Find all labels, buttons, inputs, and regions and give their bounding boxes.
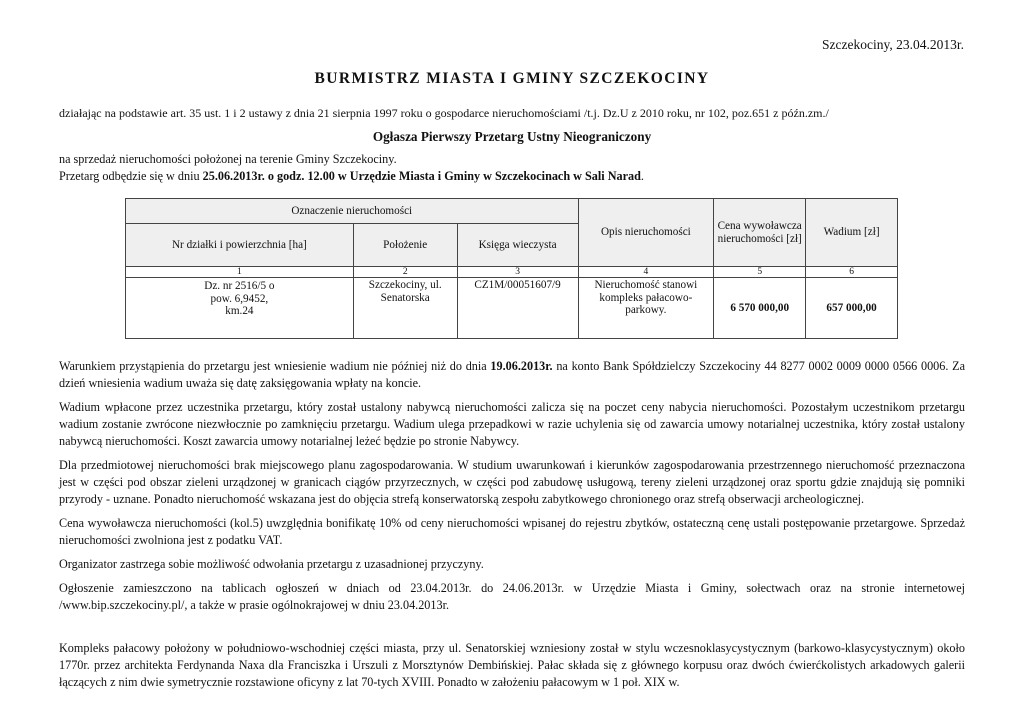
intro-line-2-prefix: Przetarg odbędzie się w dniu [59, 169, 203, 183]
table-header-row-1 [126, 199, 898, 224]
intro [59, 151, 969, 185]
paragraph-deposit-condition [59, 358, 965, 392]
paragraph-price: Cena wywoławcza nieruchomości (kol.5) uwzględnia bonifikatę 10% od ceny nieruchomości wpisanej do rejestru zbytków, ostateczną cenę ustali postępowanie przetargowe. Sprzedaż nieruchomości zwolniona jest z podatku VAT. [59, 516, 965, 547]
cell-deposit: 657 000,00 [806, 278, 898, 339]
header-price: Cena wywoławcza nieruchomości [zł] [714, 199, 806, 267]
deposit-deadline: 19.06.2013r. [490, 359, 553, 373]
paragraph-zoning: Dla przedmiotowej nieruchomości brak miejscowego planu zagospodarowania. W studium uwarunkowań i kierunków zagospodarowania przestrzennego nieruchomość przeznaczona jest w części pod obszar zieleni urządzonej w granicach ciągów przyrzecznych, w części pod zabudowę usługową, tereny zieleni urządzonej oraz sportu gdzie znajdują się pomniki przyrody - uznane. Ponadto nieruchomość wskazana jest do objęcia strefą konserwatorską zespołu zabytkowego chronionego oraz strefą obserwacji archeologicznej. [59, 458, 965, 506]
p1-suffix: na konto Bank Spółdzielczy Szczekociny 44 8277 0002 0009 0000 0566 0006. Za dzień wniesienia wadium uważa się datę zaksięgowania wpłaty na koncie. [59, 359, 965, 390]
table-row [126, 278, 898, 339]
cell-price: 6 570 000,00 [714, 278, 806, 339]
cell-register: CZ1M/00051607/9 [457, 278, 578, 339]
header-register: Księga wieczysta [457, 224, 578, 267]
cell-location: Szczekociny, ul. Senatorska [353, 278, 457, 339]
intro-line-2 [59, 168, 969, 185]
paragraph-cancellation: Organizator zastrzega sobie możliwość odwołania przetargu z uzasadnionej przyczyny. [59, 557, 484, 571]
header-deposit: Wadium [zł] [806, 199, 898, 267]
property-table-wrapper [125, 198, 898, 339]
column-number: 3 [457, 267, 578, 278]
column-number: 4 [578, 267, 714, 278]
place-date: Szczekociny, 23.04.2013r. [822, 37, 964, 52]
property-table [125, 198, 898, 339]
column-number: 6 [806, 267, 898, 278]
header-location: Położenie [353, 224, 457, 267]
column-number: 5 [714, 267, 806, 278]
p1-prefix: Warunkiem przystąpienia do przetargu jest wniesienie wadium nie później niż do dnia [59, 359, 491, 373]
auction-date-place: 25.06.2013r. o godz. 12.00 w Urzędzie Miasta i Gminy w Szczekocinach w Sali Narad [202, 169, 641, 183]
header-description: Opis nieruchomości [578, 199, 714, 267]
paragraph-publication: Ogłoszenie zamieszczono na tablicach ogłoszeń w dniach od 23.04.2013r. do 24.06.2013r. w Urzędzie Miasta i Gminy, sołectwach oraz na stronie internetowej /www.bip.szczekociny.pl/, a także w prasie ogólnokrajowej w dniu 23.04.2013r. [59, 581, 965, 612]
header-group-cell: Oznaczenie nieruchomości [126, 199, 579, 224]
column-number: 1 [126, 267, 354, 278]
document-heading: BURMISTRZ MIASTA I GMINY SZCZEKOCINY [314, 70, 710, 87]
header-plot: Nr działki i powierzchnia [ha] [126, 224, 354, 267]
intro-line-2-suffix: . [640, 169, 644, 183]
cell-plot: Dz. nr 2516/5 o pow. 6,9452, km.24 [126, 278, 354, 339]
announcement-body [59, 358, 965, 698]
legal-basis: działając na podstawie art. 35 ust. 1 i 2 ustawy z dnia 21 sierpnia 1997 roku o gospodarce nieruchomościami /t.j. Dz.U z 2010 roku, nr 102, poz.651 z późn.zm./ [59, 106, 829, 120]
paragraph-deposit-rules: Wadium wpłacone przez uczestnika przetargu, który został ustalony nabywcą nieruchomości zalicza się na poczet ceny nabycia nieruchomości. Pozostałym uczestnikom przetargu wadium zostanie zwrócone niezwłocznie po zamknięciu przetargu. Wadium ulega przepadkowi w razie uchylenia się od zawarcia umowy notarialnej uczestnika, który został ustalony nabywcą nieruchomości. Koszt zawarcia umowy notarialnej leżeć będzie po stronie Nabywcy. [59, 400, 965, 448]
paragraph-history: Kompleks pałacowy położony w południowo-wschodniej części miasta, przy ul. Senatorskiej wzniesiony został w stylu wczesnoklasycystycznym (barkowo-klasycystycznym) około 1770r. przez architekta Ferdynanda Naxa dla Franciszka i Urszuli z Morsztynów Dembińskiej. Pałac składa się z głównego korpusu oraz dwóch ćwierćkolistych arkadowych galerii łączących z nim dwie symetrycznie rozstawione oficyny z lat 70-tych XVIII. Ponadto w założeniu pałacowym w 1 poł. XIX w. [59, 641, 965, 689]
intro-line-1: na sprzedaż nieruchomości położonej na terenie Gminy Szczekociny. [59, 152, 397, 166]
column-number-row [126, 267, 898, 278]
column-number: 2 [353, 267, 457, 278]
cell-description: Nieruchomość stanowi kompleks pałacowo-parkowy. [578, 278, 714, 339]
auction-title: Ogłasza Pierwszy Przetarg Ustny Nieograniczony [372, 129, 652, 144]
